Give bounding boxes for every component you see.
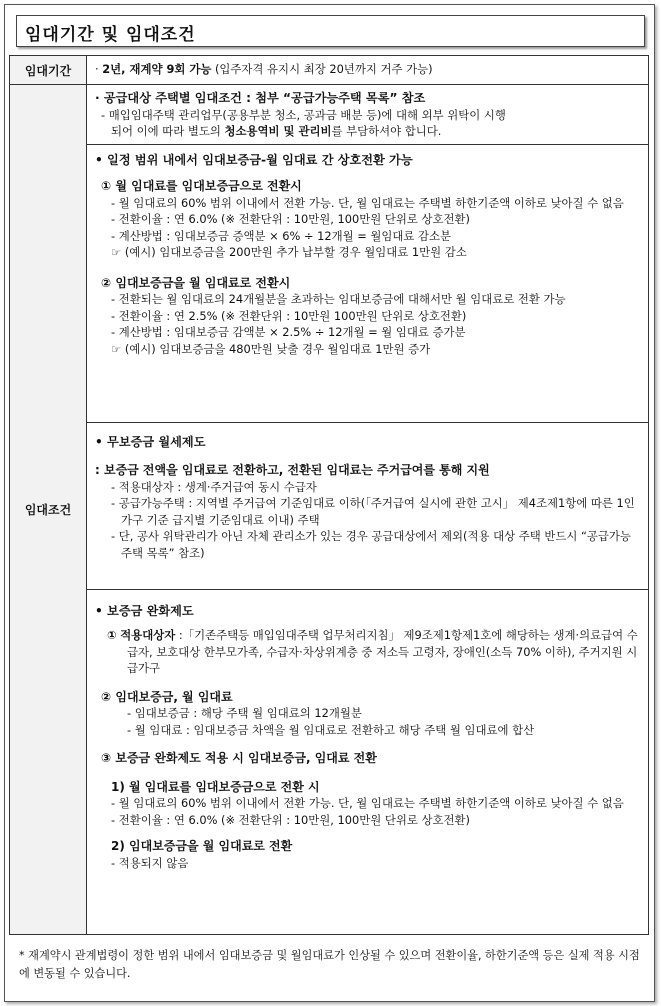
sec2-sub2-num: ② xyxy=(101,275,112,290)
sec4-item2-line: - 임대보증금 : 해당 주택 월 임대료의 12개월분 xyxy=(127,706,362,720)
sec4-item3-p2-title: 2) 임대보증금을 월 임대료로 전환 xyxy=(111,839,293,853)
sec2-bullet: • xyxy=(95,152,103,167)
sec4-item3-p1-title: 1) 월 임대료를 임대보증금으로 전환 시 xyxy=(111,779,320,794)
sec1-line1: - 매입임대주택 관리업무(공용부분 청소, 공과금 배분 등)에 대해 외부 위탁이 시행 xyxy=(101,107,506,122)
sec4-cell xyxy=(87,589,649,934)
sec1-line2: 되어 이에 따라 별도의 청소용역비 및 관리비를 부담하셔야 합니다. xyxy=(111,124,442,138)
sec4-item3-p1-line: - 전환이율 : 연 6.0% (※ 전환단위 : 10만원, 100만원 단위로 상호전환) xyxy=(111,812,470,827)
sec2-sub1-title: 월 임대료를 임대보증금으로 전환시 xyxy=(115,179,302,193)
document-page xyxy=(4,4,655,1002)
period-bullet: · xyxy=(95,62,99,76)
sec3-cell xyxy=(87,422,649,589)
sec3-line: - 단, 공사 위탁관리가 아닌 자체 관리소가 있는 경우 공급대상에서 제외(적용 대상 주택 반드시 “공급가능주택 목록” 참조) xyxy=(111,529,631,560)
footnote: * 재계약시 관계법령이 정한 범위 내에서 임대보증금 및 월임대료가 인상될 수 있으며 전환이율, 하한기준액 등은 실제 적용 시점에 변동될 수 있습니다. xyxy=(19,949,640,980)
conditions-label: 임대조건 xyxy=(10,85,87,935)
sec2-sub2-line: - 전환이율 : 연 2.5% (※ 전환단위 : 10만원 100만원 단위로 상호전환) xyxy=(111,308,467,323)
period-label: 임대기간 xyxy=(10,56,87,85)
sec2-sub1-example: ☞ (예시) 임대보증금을 200만원 추가 납부할 경우 월임대료 1만원 감소 xyxy=(111,245,467,259)
sec2-cell xyxy=(87,144,649,422)
sec4-item2-line: - 월 임대료 : 임대보증금 차액을 월 임대료로 전환하고 해당 주택 월 임대료에 합산 xyxy=(127,722,535,737)
page-title: 임대기간 및 임대조건 xyxy=(25,25,196,45)
sec2-sub2-line: - 전환되는 월 임대료의 24개월분을 초과하는 임대보증금에 대해서만 월 임대료로 전환 가능 xyxy=(111,292,566,306)
period-cell xyxy=(87,56,649,85)
sec2-sub1-num: ① xyxy=(101,179,112,193)
sec1-heading: 공급대상 주택별 임대조건 : 첨부 “공급가능주택 목록” 참조 xyxy=(103,91,426,105)
sec3-subheading: : 보증금 전액을 임대료로 전환하고, 전환된 임대료는 주거급여를 통해 지원 xyxy=(95,463,490,477)
conditions-table xyxy=(9,55,649,935)
title-box xyxy=(16,15,645,47)
sec3-line: - 공급가능주택 : 지역별 주거급여 기준임대료 이하(「주거급여 실시에 관한 고시」 제4조제1항에 따른 1인 가구 기준 급지별 기준임대료 이내) 주택 xyxy=(111,496,635,527)
sec2-sub1-line: - 월 임대료의 60% 범위 이내에서 전환 가능. 단, 월 임대료는 주택별 하한기준액 이하로 낮아질 수 없음 xyxy=(111,195,624,210)
sec3-bullet: • xyxy=(95,434,103,449)
sec4-bullet: • xyxy=(95,603,103,618)
sec2-sub1-line: - 계산방법 : 임대보증금 증액분 × 6% ÷ 12개월 = 월임대료 감소분 xyxy=(111,228,452,243)
sec3-line: - 적용대상자 : 생계·주거급여 동시 수급자 xyxy=(111,479,317,494)
sec4-item2-title: 임대보증금, 월 임대료 xyxy=(115,689,233,704)
sec3-heading: 무보증금 월세제도 xyxy=(107,434,206,449)
sec4-item3-title: 보증금 완화제도 적용 시 임대보증금, 임대료 전환 xyxy=(115,751,377,765)
sec4-item1: ① 적용대상자 :「기존주택등 매입임대주택 업무처리지침」 제9조제1항제1호에 해당하는 생계·의료급여 수급자, 보호대상 한부모가족, 수급자·차상위계층 중 저소득 고령자, 장애인(소득 70% 이하), 주거지원 시급가구 xyxy=(107,628,638,675)
sec1-cell xyxy=(87,85,649,145)
sec4-item2-num: ② xyxy=(101,689,112,704)
period-bold: 2년, 재계약 9회 가능 xyxy=(102,62,212,76)
period-normal: (입주자격 유지시 최장 20년까지 거주 가능) xyxy=(211,62,433,76)
sec4-heading: 보증금 완화제도 xyxy=(107,603,194,618)
sec2-sub2-title: 임대보증금을 월 임대료로 전환시 xyxy=(115,275,291,290)
sec1-line2-bold: 청소용역비 및 관리비 xyxy=(224,124,332,138)
sec4-item3-num: ③ xyxy=(101,751,112,765)
sec2-sub2-line: - 계산방법 : 임대보증금 감액분 × 2.5% ÷ 12개월 = 월 임대료 증가분 xyxy=(111,325,466,339)
sec4-item3-p1-line: - 월 임대료의 60% 범위 이내에서 전환 가능. 단, 월 임대료는 주택별 하한기준액 이하로 낮아질 수 없음 xyxy=(111,796,624,810)
sec1-bullet: · xyxy=(95,91,100,105)
sec4-item1-text: :「기존주택등 매입임대주택 업무처리지침」 제9조제1항제1호에 해당하는 생계·의료급여 수급자, 보호대상 한부모가족, 수급자·차상위계층 중 저소득 고령자, 장애인(소득 70% 이하), 주거지원 시급가구 xyxy=(127,628,638,675)
sec2-sub2-example: ☞ (예시) 임대보증금을 480만원 낮출 경우 월임대료 1만원 증가 xyxy=(111,341,431,356)
sec2-sub1-line: - 전환이율 : 연 6.0% (※ 전환단위 : 10만원, 100만원 단위로 상호전환) xyxy=(111,212,470,226)
sec2-heading: 일정 범위 내에서 임대보증금-월 임대료 간 상호전환 가능 xyxy=(107,152,413,167)
sec4-item3-p2-line: - 적용되지 않음 xyxy=(111,855,189,870)
sec4-item1-title: 적용대상자 xyxy=(120,628,176,642)
